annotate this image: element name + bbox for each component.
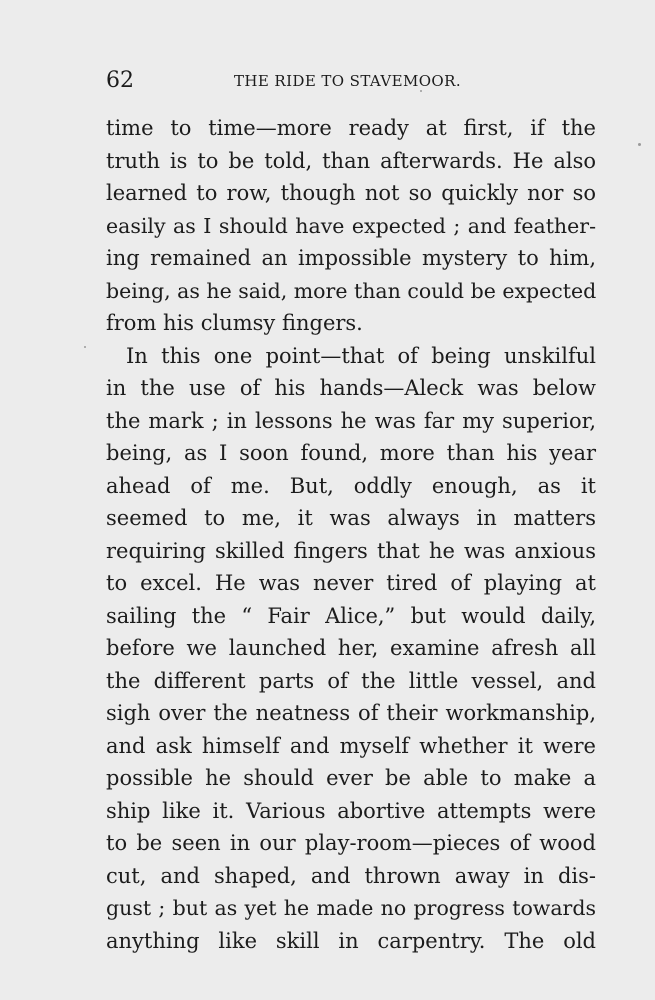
text-line: being, as he said, more than could be expected — [106, 278, 597, 303]
text-line: the mark ; in lessons he was far my superior, — [106, 408, 596, 433]
text-line: requiring skilled fingers that he was anxious — [106, 538, 596, 563]
text-line: ing remained an impossible mystery to him, — [106, 246, 596, 270]
text-line: in the use of his hands—Aleck was below — [106, 376, 596, 400]
text-line: truth is to be told, than afterwards. He also — [106, 148, 596, 173]
paper-speck — [638, 143, 641, 146]
text-line: from his clumsy fingers. — [106, 311, 363, 335]
running-head — [106, 66, 596, 96]
text-line: before we launched her, examine afresh all — [106, 636, 596, 660]
text-line: cut, and shaped, and thrown away in dis- — [106, 863, 596, 888]
text-line: and ask himself and myself whether it were — [106, 733, 596, 758]
text-line: easily as I should have expected ; and feather- — [106, 213, 596, 238]
page-number: 62 — [106, 68, 134, 93]
text-line: sailing the “ Fair Alice,” but would daily, — [106, 603, 596, 628]
text-line: gust ; but as yet he made no progress towards — [106, 896, 596, 920]
text-line: learned to row, though not so quickly nor so — [106, 181, 596, 205]
text-line: being, as I soon found, more than his year — [106, 441, 596, 465]
text-line: sigh over the neatness of their workmanship, — [106, 701, 596, 725]
text-line: anything like skill in carpentry. The old — [106, 928, 596, 953]
text-line: the different parts of the little vessel, and — [106, 668, 596, 693]
body-text — [106, 112, 596, 957]
paper-speck — [84, 346, 86, 348]
text-line: possible he should ever be able to make a — [106, 766, 596, 790]
text-line: to excel. He was never tired of playing at — [106, 571, 596, 595]
text-line: ship like it. Various abortive attempts were — [106, 798, 596, 823]
text-line: seemed to me, it was always in matters — [106, 506, 596, 530]
text-line: to be seen in our play-room—pieces of wood — [106, 831, 596, 855]
text-line: time to time—more ready at first, if the — [106, 116, 596, 140]
running-title: THE RIDE TO STAVEMOOR. — [234, 72, 461, 90]
text-line: ahead of me. But, oddly enough, as it — [106, 473, 596, 498]
text-line: In this one point—that of being unskilful — [126, 343, 596, 368]
paper-speck — [420, 90, 422, 92]
